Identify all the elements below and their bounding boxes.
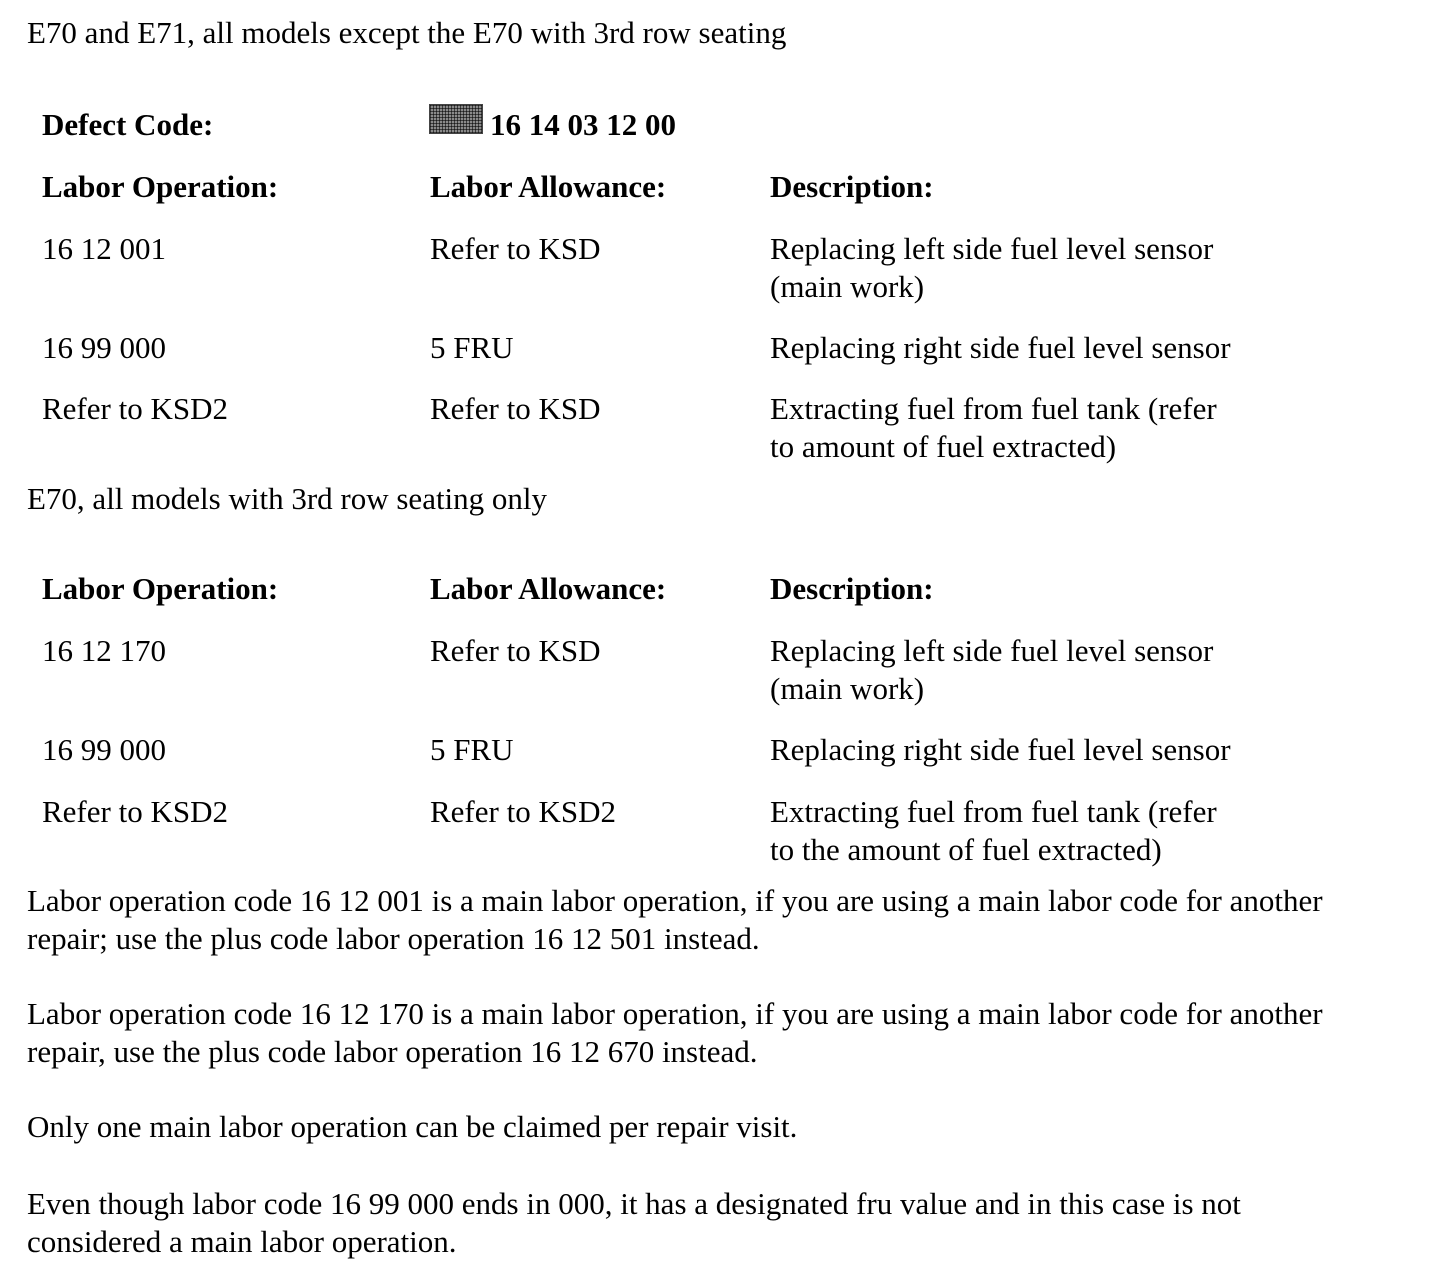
note-paragraph-cont: repair, use the plus code labor operation 16 12 670 instead. <box>27 1034 758 1069</box>
table-cell-description-cont: (main work) <box>770 269 925 304</box>
table-cell-allowance: 5 FRU <box>430 732 514 767</box>
table-cell-allowance: Refer to KSD <box>430 391 601 426</box>
table-cell-description-cont: to amount of fuel extracted) <box>770 429 1117 464</box>
note-paragraph-cont: considered a main labor operation. <box>27 1224 457 1259</box>
table-cell-allowance: Refer to KSD <box>430 231 601 266</box>
new-badge-icon <box>429 104 483 134</box>
labor-operation-header: Labor Operation: <box>42 571 279 606</box>
table-cell-description: Replacing left side fuel level sensor <box>770 231 1214 266</box>
table-cell-description-cont: to the amount of fuel extracted) <box>770 832 1162 867</box>
note-paragraph-cont: repair; use the plus code labor operation 16 12 501 instead. <box>27 921 760 956</box>
table-cell-operation: Refer to KSD2 <box>42 794 228 829</box>
table-cell-allowance: Refer to KSD <box>430 633 601 668</box>
section-heading: E70, all models with 3rd row seating only <box>27 481 548 516</box>
note-paragraph: Labor operation code 16 12 001 is a main labor operation, if you are using a main labor code for another <box>27 883 1323 918</box>
table-cell-description: Extracting fuel from fuel tank (refer <box>770 794 1217 829</box>
table-cell-operation: 16 99 000 <box>42 330 166 365</box>
table-cell-operation: 16 12 001 <box>42 231 166 266</box>
table-cell-description: Replacing right side fuel level sensor <box>770 732 1231 767</box>
table-cell-description: Replacing left side fuel level sensor <box>770 633 1214 668</box>
table-cell-operation: Refer to KSD2 <box>42 391 228 426</box>
table-cell-operation: 16 99 000 <box>42 732 166 767</box>
table-cell-description-cont: (main work) <box>770 671 925 706</box>
description-header: Description: <box>770 169 934 204</box>
table-cell-allowance: 5 FRU <box>430 330 514 365</box>
table-cell-operation: 16 12 170 <box>42 633 166 668</box>
description-header: Description: <box>770 571 934 606</box>
table-cell-allowance: Refer to KSD2 <box>430 794 616 829</box>
defect-code-label: Defect Code: <box>42 107 214 142</box>
labor-operation-header: Labor Operation: <box>42 169 279 204</box>
defect-code-value: 16 14 03 12 00 <box>490 107 676 142</box>
section-heading: E70 and E71, all models except the E70 with 3rd row seating <box>27 15 787 50</box>
note-paragraph: Only one main labor operation can be claimed per repair visit. <box>27 1109 798 1144</box>
table-cell-description: Extracting fuel from fuel tank (refer <box>770 391 1217 426</box>
note-paragraph: Even though labor code 16 99 000 ends in 000, it has a designated fru value and in this case is not <box>27 1186 1241 1221</box>
labor-allowance-header: Labor Allowance: <box>430 571 667 606</box>
labor-allowance-header: Labor Allowance: <box>430 169 667 204</box>
table-cell-description: Replacing right side fuel level sensor <box>770 330 1231 365</box>
note-paragraph: Labor operation code 16 12 170 is a main labor operation, if you are using a main labor code for another <box>27 996 1323 1031</box>
